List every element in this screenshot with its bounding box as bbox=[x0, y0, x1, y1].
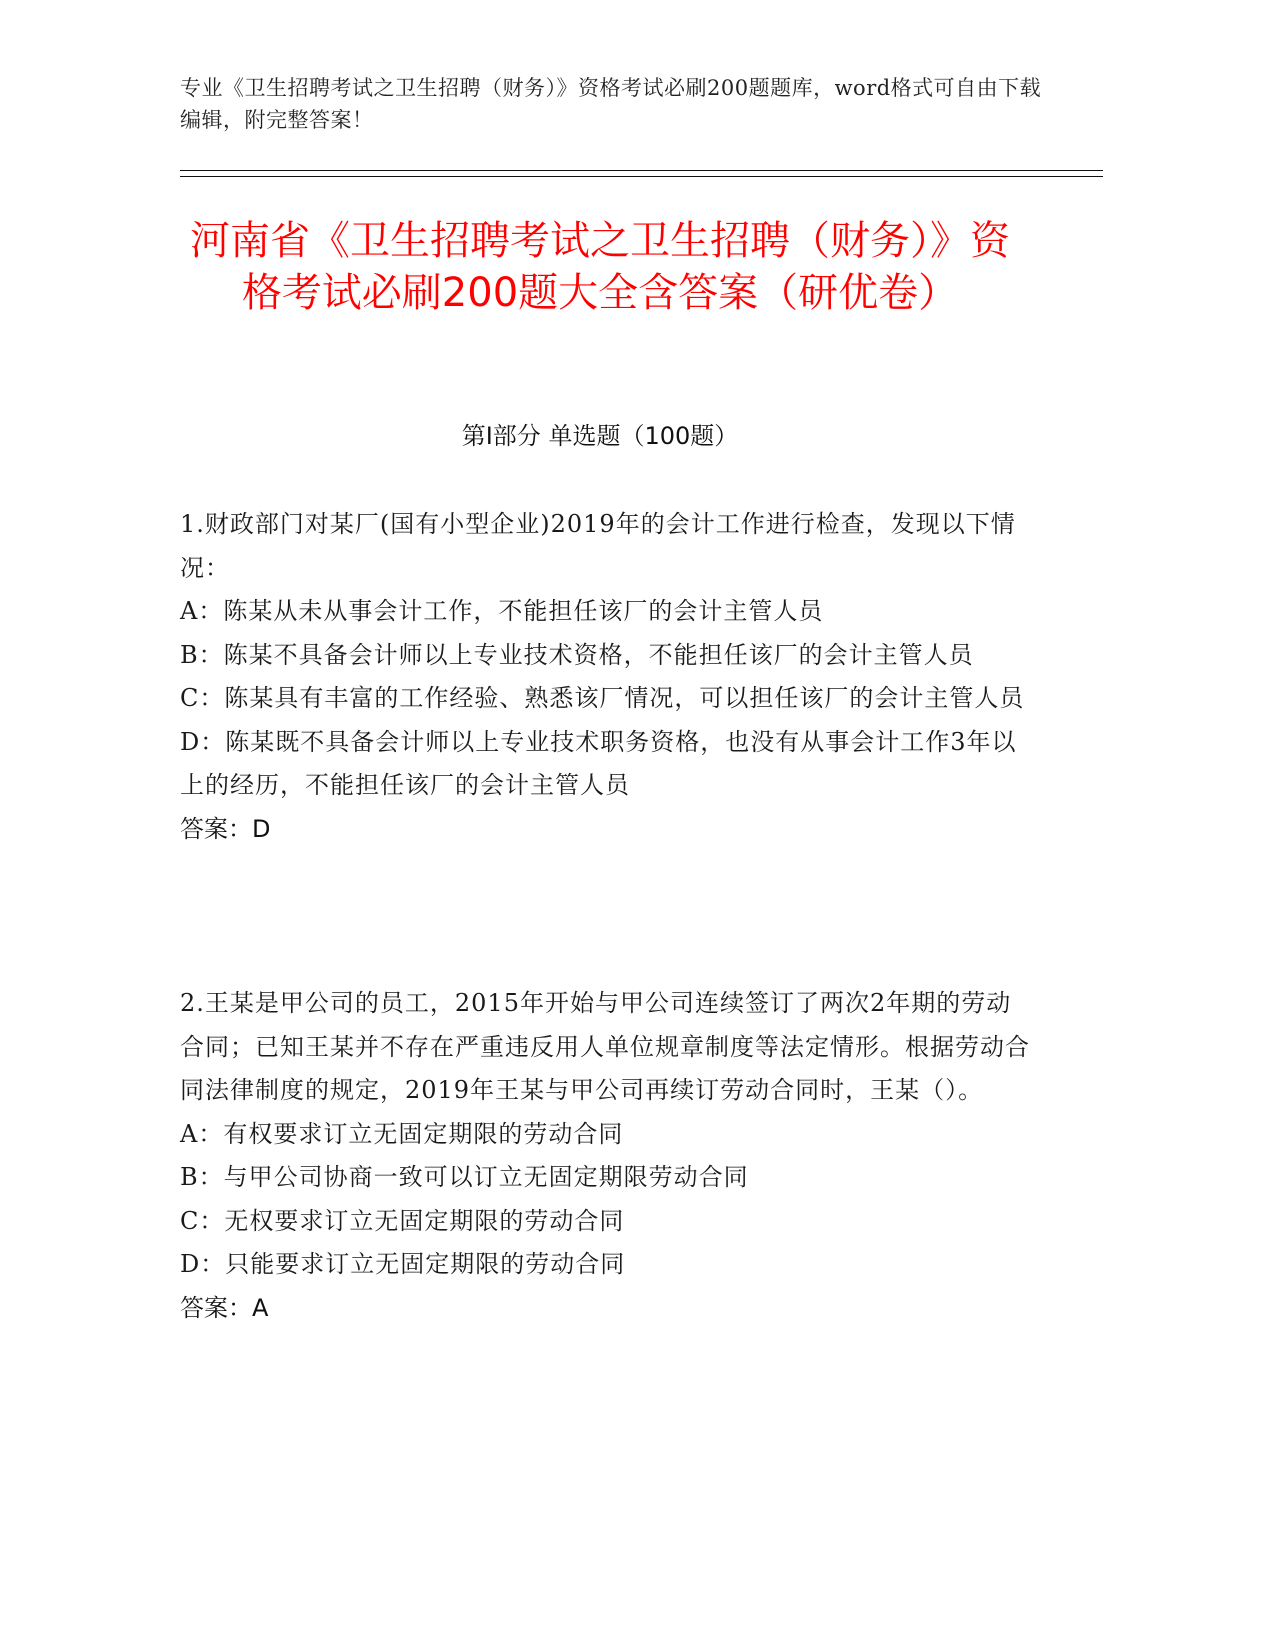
question-1 bbox=[180, 503, 1030, 851]
option-a: A：陈某从未从事会计工作，不能担任该厂的会计主管人员 bbox=[180, 597, 824, 625]
answer: 答案：A bbox=[180, 1293, 269, 1322]
option-b: B：与甲公司协商一致可以订立无固定期限劳动合同 bbox=[180, 1163, 749, 1191]
header-divider-top bbox=[180, 170, 1103, 171]
option-c: C：无权要求订立无固定期限的劳动合同 bbox=[180, 1206, 625, 1235]
question-stem: 2.王某是甲公司的员工，2015年开始与甲公司连续签订了两次2年期的劳动合同；已知王某并不存在严重违反用人单位规章制度等法定情形。根据劳动合同法律制度的规定，2019年王某与甲公司再续订劳动合同时，王某（）。 bbox=[180, 989, 1030, 1104]
option-c: C：陈某具有丰富的工作经验、熟悉该厂情况，可以担任该厂的会计主管人员 bbox=[180, 684, 1025, 712]
header-divider-bottom bbox=[180, 176, 1103, 177]
option-b: B：陈某不具备会计师以上专业技术资格，不能担任该厂的会计主管人员 bbox=[180, 640, 974, 669]
option-d: D：只能要求订立无固定期限的劳动合同 bbox=[180, 1250, 626, 1278]
header-note: 专业《卫生招聘考试之卫生招聘（财务）》资格考试必刷200题题库，word格式可自由下载编辑，附完整答案！ bbox=[180, 76, 1042, 132]
answer: 答案：D bbox=[180, 814, 271, 843]
option-d: D：陈某既不具备会计师以上专业技术职务资格，也没有从事会计工作3年以上的经历，不能担任该厂的会计主管人员 bbox=[180, 727, 1017, 799]
question-stem: 1.财政部门对某厂(国有小型企业)2019年的会计工作进行检查，发现以下情况： bbox=[180, 510, 1016, 582]
question-2 bbox=[180, 982, 1030, 1330]
section-heading: 第I部分 单选题（100题） bbox=[461, 422, 739, 450]
option-a: A：有权要求订立无固定期限的劳动合同 bbox=[180, 1119, 624, 1148]
document-title: 河南省《卫生招聘考试之卫生招聘（财务）》资格考试必刷200题大全含答案（研优卷） bbox=[190, 218, 1010, 316]
